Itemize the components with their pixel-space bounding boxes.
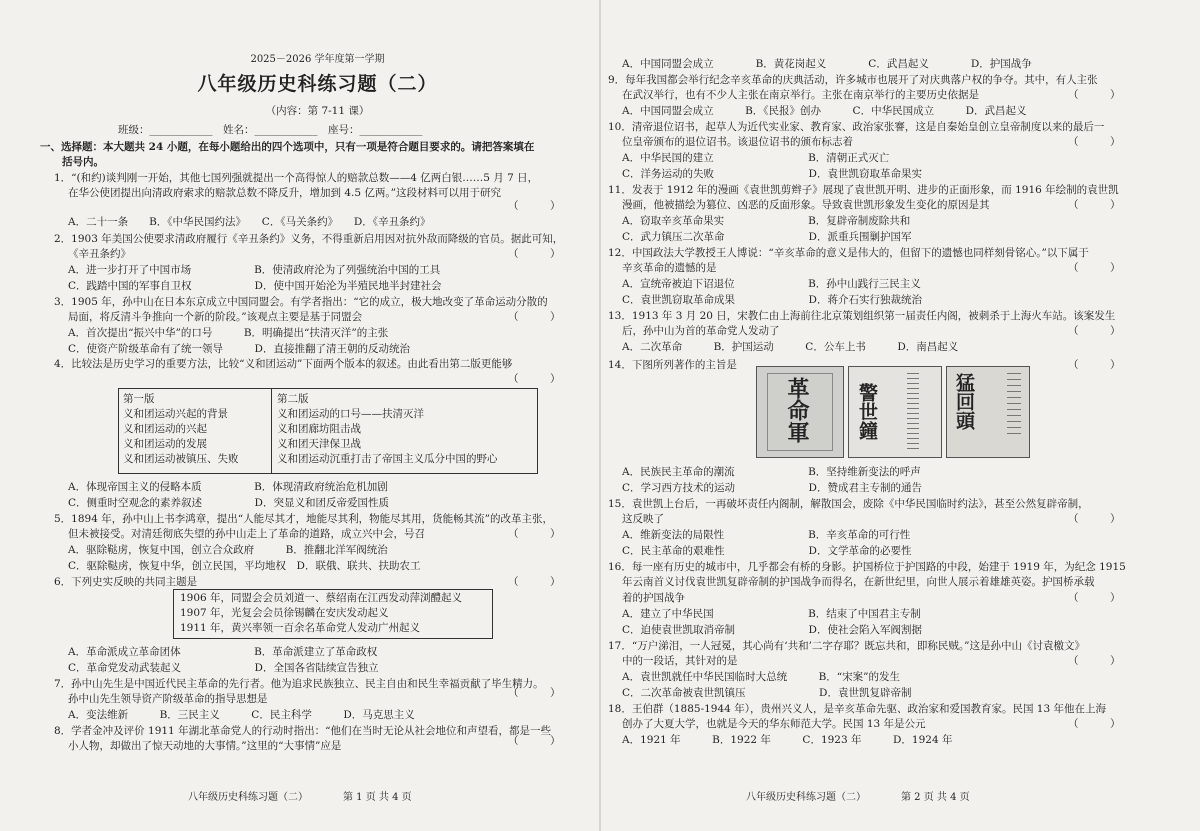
question-line: 在武汉举行，也有不少人主张在南京举行。主张在南京举行的主要历史依据是 — [622, 89, 979, 101]
page-footer: 八年级历史科练习题（二） 第 1 页 共 4 页 — [188, 792, 412, 803]
book-cover-meng-huitou — [946, 366, 1030, 458]
option-line: C．民主革命的艰难性 D．文学革命的必要性 — [622, 545, 912, 557]
answer-blank[interactable]: （ ） — [1068, 655, 1121, 667]
option-line: A．袁世凯就任中华民国临时大总统 B．“宋案”的发生 — [622, 671, 901, 683]
option-line: C．洋务运动的失败 D．袁世凯窃取革命果实 — [622, 168, 922, 180]
table-cell: 义和团运动兴起的背景 — [123, 408, 228, 420]
exam-scope: （内容：第 7-11 课） — [265, 105, 370, 117]
table-cell: 义和团运动沉重打击了帝国主义瓜分中国的野心 — [277, 453, 498, 465]
question-line: 13．1913 年 3 月 20 日，宋教仁由上海前往北京策划组织第一届责任内阁，被刺杀于上海火车站。该案发生 — [608, 310, 1116, 322]
answer-blank[interactable]: （ ） — [508, 200, 561, 212]
option-line: C．侧重时空观念的素养叙述 D．突显义和团反帝爱国性质 — [68, 497, 389, 509]
option-line: C．革命党发动武装起义 D．全国各省陆续宣告独立 — [68, 662, 379, 674]
answer-blank[interactable]: （ ） — [1068, 325, 1121, 337]
page-2 — [608, 0, 1168, 831]
question-line: 创办了大夏大学，也就是今天的华东师范大学。民国 13 年是公元 — [622, 718, 926, 730]
answer-blank[interactable]: （ ） — [508, 576, 561, 588]
option-line: A．中华民国的建立 B．清朝正式灭亡 — [622, 152, 890, 164]
question-line: 14．下图所列著作的主旨是 — [608, 359, 737, 371]
option-line: A．进一步打开了中国市场 B．使清政府沦为了列强统治中国的工具 — [68, 264, 441, 276]
question-line: 6．下列史实反映的共同主题是 — [54, 576, 198, 588]
q6-material-box — [173, 589, 493, 639]
option-line: A．体现帝国主义的侵略本质 B．体现清政府统治危机加剧 — [68, 481, 388, 493]
student-info-line: 班级：____________ 姓名：____________ 座号：____________ — [118, 124, 423, 136]
term-label: 2025－2026 学年度第一学期 — [250, 54, 385, 65]
question-line: 11．发表于 1912 年的漫画《袁世凯剪辫子》展现了袁世凯开明、进步的正面形象，而 1916 年绘制的袁世凯 — [608, 184, 1119, 196]
table-header: 第一版 — [123, 393, 155, 405]
answer-blank[interactable]: （ ） — [1068, 199, 1121, 211]
material-line: 1907 年，光复会会员徐锡麟在安庆发动起义 — [180, 607, 389, 619]
answer-blank[interactable]: （ ） — [508, 373, 561, 385]
question-line: 17．“万户涕泪，一人冠冕，其心尚有‘共和’二字存耶？既忘共和，即称民贼。”这是孙中山《讨袁檄文》 — [608, 640, 1086, 652]
question-line: 4．比较法是历史学习的重要方法，比较“义和团运动”下面两个版本的叙述。由此看出第二版更能够 — [54, 358, 513, 370]
cover-ornament — [907, 373, 919, 451]
option-line: A．建立了中华民国 B．结束了中国君主专制 — [622, 608, 921, 620]
question-line: 5．1894 年，孙中山上书李鸿章，提出“人能尽其才，地能尽其利，物能尽其用，货能畅其流”的改革主张， — [54, 513, 553, 525]
question-line: 这反映了 — [622, 513, 664, 525]
option-line: A．中国同盟会成立 B．《民报》创办 C．中华民国成立 D．武昌起义 — [622, 105, 1027, 117]
answer-blank[interactable]: （ ） — [508, 528, 561, 540]
exam-title: 八年级历史科练习题（二） — [197, 73, 438, 95]
option-line: C．迫使袁世凯取消帝制 D．使社会陷入军阀割据 — [622, 624, 922, 636]
book-title: 猛回頭 — [953, 373, 975, 430]
book-cover-geming-jun — [756, 366, 844, 458]
table-cell: 义和团运动被镇压、失败 — [123, 453, 239, 465]
section-instructions: 一、选择题：本大题共 24 小题，在每小题给出的四个选项中，只有一项是符合题目要求的。请把答案填在 — [40, 141, 535, 153]
option-line: A．1921 年 B．1922 年 C．1923 年 D．1924 年 — [622, 734, 953, 746]
answer-blank[interactable]: （ ） — [1068, 718, 1121, 730]
question-line: 《辛丑条约》 — [68, 248, 131, 260]
question-line: 但未被接受。对清廷彻底失望的孙中山走上了革命的道路，成立兴中会，号召 — [68, 528, 425, 540]
page-divider — [599, 0, 601, 831]
question-line: 18．王伯群（1885-1944 年），贵州兴义人，是辛亥革命先驱、政治家和爱国教育家。民国 13 年他在上海 — [608, 703, 1106, 715]
question-line: 漫画，他被描绘为篡位、凶恶的反面形象。导致袁世凯形象发生变化的原因是其 — [622, 199, 990, 211]
table-cell: 义和团运动的口号——扶清灭洋 — [277, 408, 424, 420]
book-cover-jingshi-zhong — [848, 366, 942, 458]
question-line: 中的一段话，其针对的是 — [622, 655, 738, 667]
cover-ornament — [1007, 373, 1021, 435]
answer-blank[interactable]: （ ） — [1068, 89, 1121, 101]
question-line: 在华公使团提出向清政府索求的赔款总数不降反升，增加到 4.5 亿两。”这段材料可以用于研究 — [68, 187, 501, 199]
question-line: 1．“(和约)谈判刚一开始，其他七国列强就提出一个高得惊人的赔款总数——4 亿两白银……5 月 7 日， — [54, 172, 539, 184]
table-divider — [271, 389, 272, 473]
question-line: 3．1905 年，孙中山在日本东京成立中国同盟会。有学者指出：“它的成立，极大地改变了革命运动分散的 — [54, 296, 548, 308]
table-cell: 义和团廊坊阻击战 — [277, 423, 361, 435]
section-instructions-cont: 括号内。 — [62, 156, 104, 168]
option-line: A．驱除鞑虏，恢复中国，创立合众政府 B．推翻北洋军阀统治 — [68, 544, 388, 556]
option-line: A．二次革命 B．护国运动 C．公车上书 D．南昌起义 — [622, 341, 959, 353]
option-line: A．民族民主革命的潮流 B．坚持维新变法的呼声 — [622, 466, 921, 478]
answer-blank[interactable]: （ ） — [508, 687, 561, 699]
option-line: C．武力镇压二次革命 D．派重兵围剿护国军 — [622, 231, 912, 243]
material-line: 1911 年，黄兴率领一百余名革命党人发动广州起义 — [180, 622, 421, 634]
answer-blank[interactable]: （ ） — [1068, 136, 1121, 148]
option-line: A．变法维新 B．三民主义 C．民主科学 D．马克思主义 — [68, 709, 415, 721]
question-line: 小人物，却做出了惊天动地的大事情。”这里的“大事情”应是 — [68, 740, 342, 752]
answer-blank[interactable]: （ ） — [1068, 513, 1121, 525]
question-line: 辛亥革命的遗憾的是 — [622, 262, 717, 274]
comparison-table — [118, 388, 538, 474]
option-line: A．维新变法的局限性 B．辛亥革命的可行性 — [622, 529, 911, 541]
answer-blank[interactable]: （ ） — [1068, 592, 1121, 604]
book-title: 革命軍 — [784, 377, 810, 443]
page-footer: 八年级历史科练习题（二） 第 2 页 共 4 页 — [746, 792, 970, 803]
question-line: 2．1903 年美国公使要求清政府履行《辛丑条约》义务，不得重新启用因对抗外敌而降级的官员。据此可知， — [54, 233, 564, 245]
table-cell: 义和团天津保卫战 — [277, 438, 361, 450]
question-line: 着的护国战争 — [622, 592, 685, 604]
answer-blank[interactable]: （ ） — [1068, 262, 1121, 274]
question-line: 年云南首义讨伐袁世凯复辟帝制的护国战争而得名，在新世纪里，向世人展示着雄雄英姿。护国桥承载 — [622, 576, 1095, 588]
question-line: 16．每一座有历史的城市中，几乎都会有桥的身影。护国桥位于护国路的中段，始建于 1919 年，为纪念 1915 — [608, 561, 1126, 573]
table-header: 第二版 — [277, 393, 309, 405]
option-line: C．使资产阶级革命有了统一领导 D．直接推翻了清王朝的反动统治 — [68, 343, 410, 355]
question-line: 10．清帝退位诏书，起草人为近代实业家、教育家、政治家张謇，这是自秦始皇创立皇帝制度以来的最后一 — [608, 121, 1105, 133]
question-line: 9．每年我国都会举行纪念辛亥革命的庆典活动，许多城市也展开了对庆典落户权的争夺。其中，有人主张 — [608, 74, 1098, 86]
question-line: 局面，将反清斗争推向一个新的阶段。”该观点主要是基于同盟会 — [68, 311, 363, 323]
question-line: 孙中山先生领导资产阶级革命的指导思想是 — [68, 693, 268, 705]
option-line: C．学习西方技术的运动 D．赞成君主专制的通告 — [622, 482, 922, 494]
question-line: 15．袁世凯上台后，一再破坏责任内阁制，解散国会，废除《中华民国临时约法》，甚至公然复辟帝制， — [608, 498, 1089, 510]
option-line: A．首次提出“振兴中华”的口号 B．明确提出“扶清灭洋”的主张 — [68, 327, 389, 339]
option-line: C．驱除鞑虏，恢复中华，创立民国，平均地权 D．联俄、联共、扶助农工 — [68, 560, 421, 572]
option-line: C．袁世凯窃取革命成果 D．蒋介石实行独裁统治 — [622, 294, 922, 306]
material-line: 1906 年，同盟会会员刘道一、蔡绍南在江西发动萍浏醴起义 — [180, 592, 463, 604]
option-line: A．二十一条 B．《中华民国约法》 C．《马关条约》 D．《辛丑条约》 — [68, 216, 431, 228]
question-line: 后，孙中山为首的革命党人发动了 — [622, 325, 780, 337]
question-line: 12．中国政法大学教授王人博说：“辛亥革命的意义是伟大的，但留下的遗憾也同样刻骨铭心。”以下属于 — [608, 247, 1089, 259]
answer-blank[interactable]: （ ） — [508, 248, 561, 260]
question-line: 7．孙中山先生是中国近代民主革命的先行者。他为追求民族独立、民主自由和民生幸福贡献了毕生精力。 — [54, 678, 544, 690]
option-line: A．中国同盟会成立 B．黄花岗起义 C．武昌起义 D．护国战争 — [622, 58, 1032, 70]
option-line: A．宣统帝被迫下诏退位 B．孙中山践行三民主义 — [622, 278, 921, 290]
question-line: 8．学者金冲及评价 1911 年湖北革命党人的行动时指出：“他们在当时无论从社会地位和声望看，都是一些 — [54, 725, 551, 737]
question-line: 位皇帝颁布的退位诏书。该退位诏书的颁布标志着 — [622, 136, 853, 148]
option-line: C．二次革命被袁世凯镇压 D．袁世凯复辟帝制 — [622, 687, 912, 699]
option-line: A．窃取辛亥革命果实 B．复辟帝制废除共和 — [622, 215, 911, 227]
table-cell: 义和团运动的兴起 — [123, 423, 207, 435]
answer-blank[interactable]: （ ） — [508, 735, 561, 747]
book-title: 警世鐘 — [856, 383, 878, 440]
table-cell: 义和团运动的发展 — [123, 438, 207, 450]
answer-blank[interactable]: （ ） — [508, 311, 561, 323]
answer-blank[interactable]: （ ） — [1068, 359, 1121, 371]
option-line: A．革命派成立革命团体 B．革命派建立了革命政权 — [68, 646, 378, 658]
option-line: C．践踏中国的军事自卫权 D．使中国开始沦为半殖民地半封建社会 — [68, 280, 442, 292]
page-1 — [40, 0, 595, 831]
